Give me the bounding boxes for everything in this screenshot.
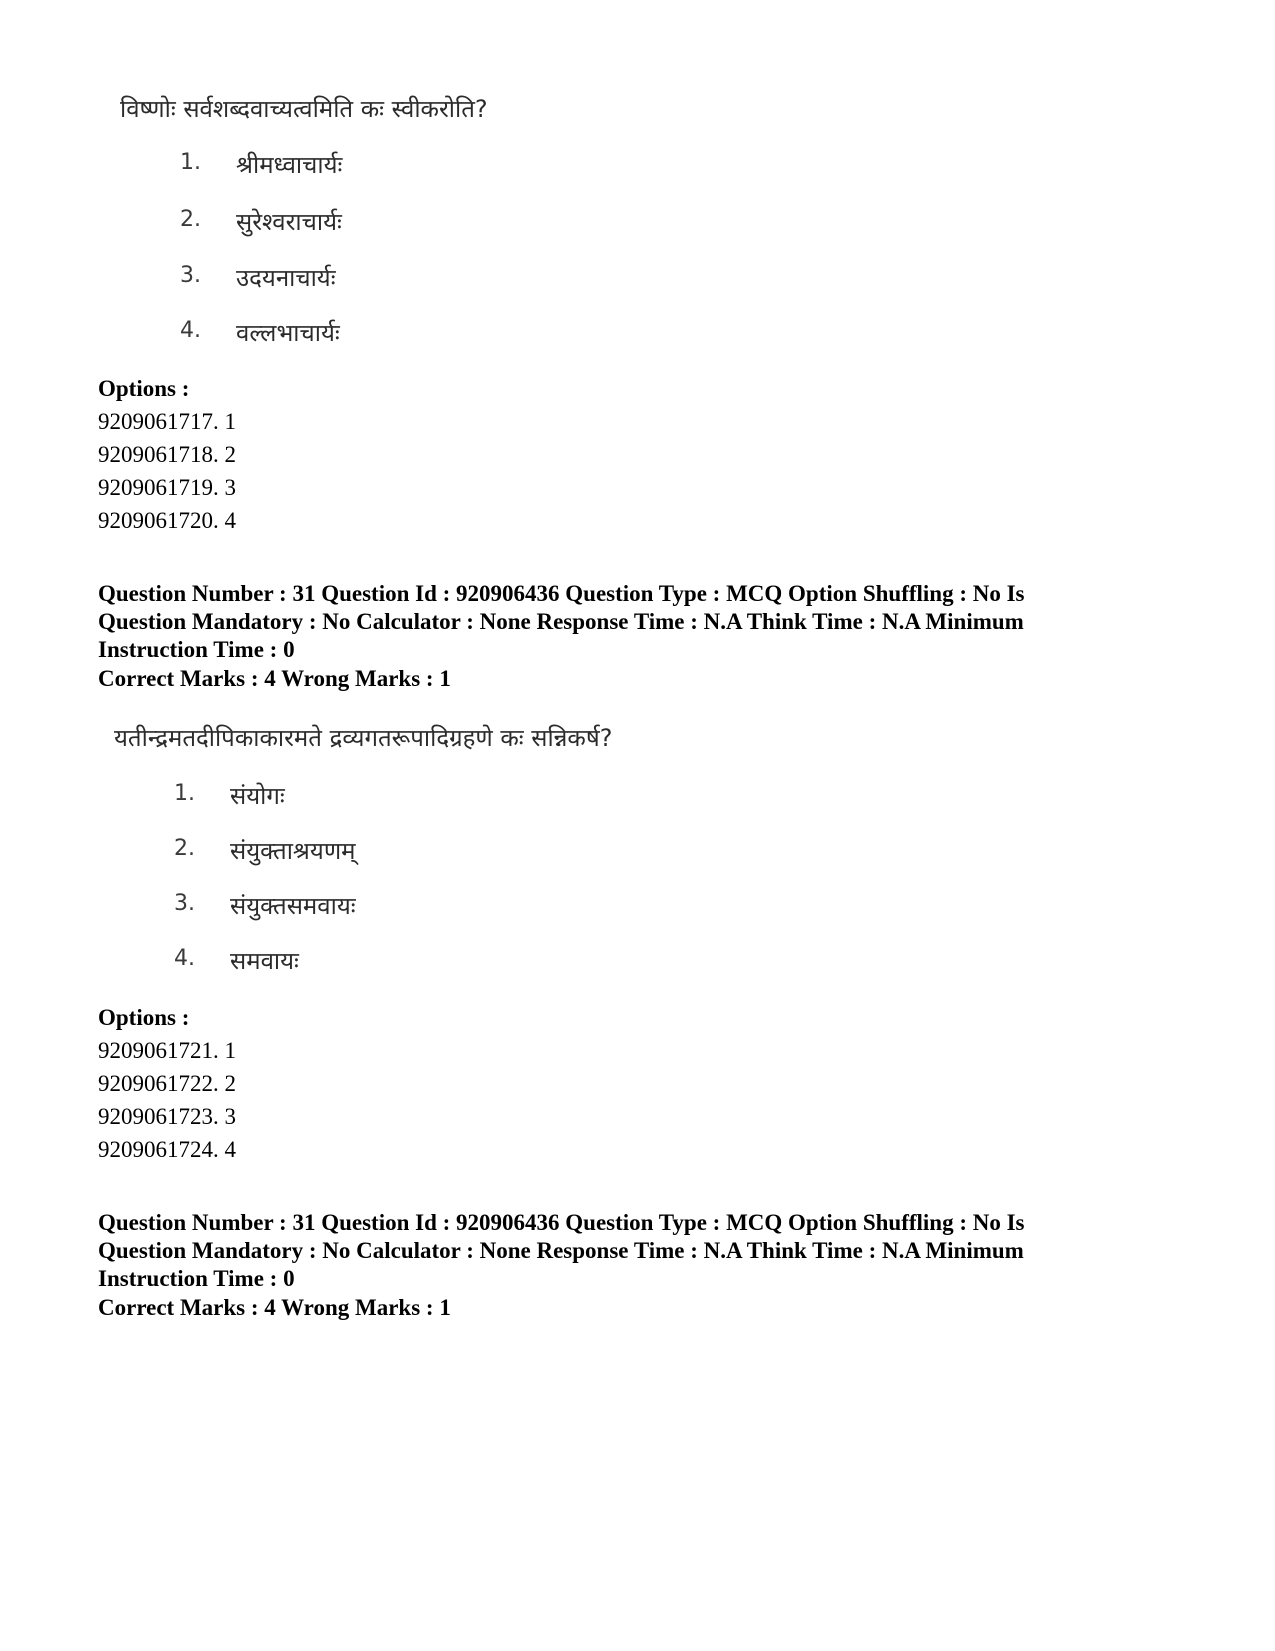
options-heading: Options : [98,1005,190,1030]
question-meta [98,580,1108,664]
options-heading: Options : [98,376,190,401]
choice-number: 1. [174,781,195,806]
question-meta-line: Instruction Time : 0 [98,637,295,662]
option-id: 9209061717. 1 [98,409,236,434]
choice-number: 2. [180,207,201,232]
choice-number: 4. [174,946,195,971]
choice-number: 2. [174,836,195,861]
choice-text: उदयनाचार्यः [236,264,336,292]
option-id: 9209061721. 1 [98,1038,236,1063]
marks-line: Correct Marks : 4 Wrong Marks : 1 [98,666,451,691]
question-text: यतीन्द्रमतदीपिकाकारमते द्रव्यगतरूपादिग्रहणे कः सन्निकर्ष? [114,724,613,752]
option-id: 9209061720. 4 [98,508,236,533]
question-meta-line: Question Number : 31 Question Id : 920906436 Question Type : MCQ Option Shuffling : No Is [98,1210,1025,1235]
choice-text: श्रीमध्वाचार्यः [236,151,343,179]
question-meta-line: Question Number : 31 Question Id : 920906436 Question Type : MCQ Option Shuffling : No Is [98,581,1025,606]
choice-number: 1. [180,150,201,175]
option-id: 9209061723. 3 [98,1104,236,1129]
choice-text: संयोगः [230,782,285,810]
option-id: 9209061719. 3 [98,475,236,500]
question-text: विष्णोः सर्वशब्दवाच्यत्वमिति कः स्वीकरोति? [120,95,488,123]
choice-text: संयुक्तसमवायः [230,892,356,920]
choice-text: समवायः [230,947,299,975]
choice-text: सुरेश्वराचार्यः [236,208,342,236]
marks-line: Correct Marks : 4 Wrong Marks : 1 [98,1295,451,1320]
choice-number: 4. [180,318,201,343]
option-id: 9209061722. 2 [98,1071,236,1096]
option-id: 9209061724. 4 [98,1137,236,1162]
question-meta-line: Instruction Time : 0 [98,1266,295,1291]
choice-number: 3. [180,263,201,288]
choice-number: 3. [174,891,195,916]
choice-text: वल्लभाचार्यः [236,319,340,347]
option-id: 9209061718. 2 [98,442,236,467]
choice-text: संयुक्ताश्रयणम् [230,837,356,865]
question-meta-line: Question Mandatory : No Calculator : None Response Time : N.A Think Time : N.A Minimum [98,1238,1024,1263]
question-meta [98,1209,1108,1293]
question-meta-line: Question Mandatory : No Calculator : None Response Time : N.A Think Time : N.A Minimum [98,609,1024,634]
